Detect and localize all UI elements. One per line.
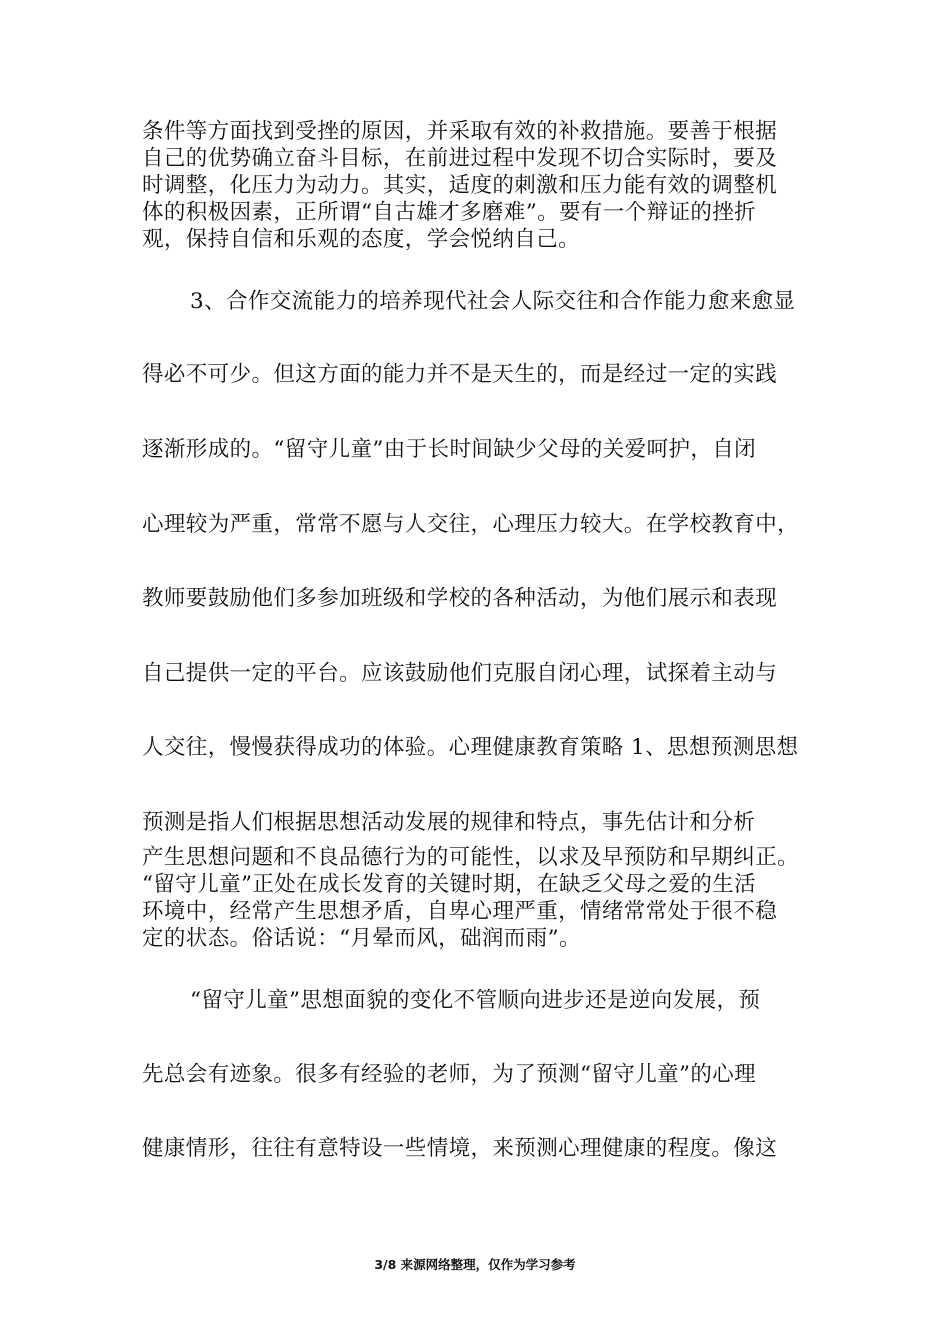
- text-line: 先总会有迹象。很多有经验的老师，为了预测“留守儿童”的心理: [142, 1062, 757, 1087]
- text-line: 时调整，化压力为动力。其实，适度的刺激和压力能有效的调整机: [142, 173, 778, 198]
- text-line: 教师要鼓励他们多参加班级和学校的各种活动，为他们展示和表现: [142, 586, 778, 611]
- text-line: 健康情形，往往有意特设一些情境，来预测心理健康的程度。像这: [142, 1136, 778, 1161]
- text-line: 逐渐形成的。“留守儿童”由于长时间缺少父母的关爱呵护，自闭: [142, 437, 757, 462]
- text-line: 观，保持自信和乐观的态度，学会悦纳自己。: [142, 227, 581, 252]
- text-line: 体的积极因素，正所谓“自古雄才多磨难”。要有一个辩证的挫折: [142, 200, 757, 225]
- text-line: 3、合作交流能力的培养现代社会人际交往和合作能力愈来愈显: [190, 289, 796, 314]
- text-line: 得必不可少。但这方面的能力并不是天生的，而是经过一定的实践: [142, 362, 778, 387]
- text-line: 定的状态。俗话说：“月晕而风，础润而雨”。: [142, 926, 581, 951]
- text-line: 自己的优势确立奋斗目标，在前进过程中发现不切合实际时，要及: [142, 146, 778, 171]
- text-line: 环境中，经常产生思想矛盾，自卑心理严重，情绪常常处于很不稳: [142, 899, 778, 924]
- text-line: 产生思想问题和不良品德行为的可能性，以求及早预防和早期纠正。: [142, 845, 800, 870]
- text-line: 人交往，慢慢获得成功的体验。心理健康教育策略 1、思想预测思想: [142, 735, 799, 760]
- text-line: 预测是指人们根据思想活动发展的规律和特点，事先估计和分析: [142, 810, 756, 835]
- page-footer: 3/8 来源网络整理，仅作为学习参考: [374, 1257, 576, 1272]
- text-line: 自己提供一定的平台。应该鼓励他们克服自闭心理，试探着主动与: [142, 661, 778, 686]
- text-line: 心理较为严重，常常不愿与人交往，心理压力较大。在学校教育中，: [142, 512, 800, 537]
- text-line: “留守儿童”正处在成长发育的关键时期，在缺乏父母之爱的生活: [142, 872, 757, 897]
- text-line: 条件等方面找到受挫的原因，并采取有效的补救措施。要善于根据: [142, 119, 778, 144]
- text-line: “留守儿童”思想面貌的变化不管顺向进步还是逆向发展，预: [190, 988, 761, 1013]
